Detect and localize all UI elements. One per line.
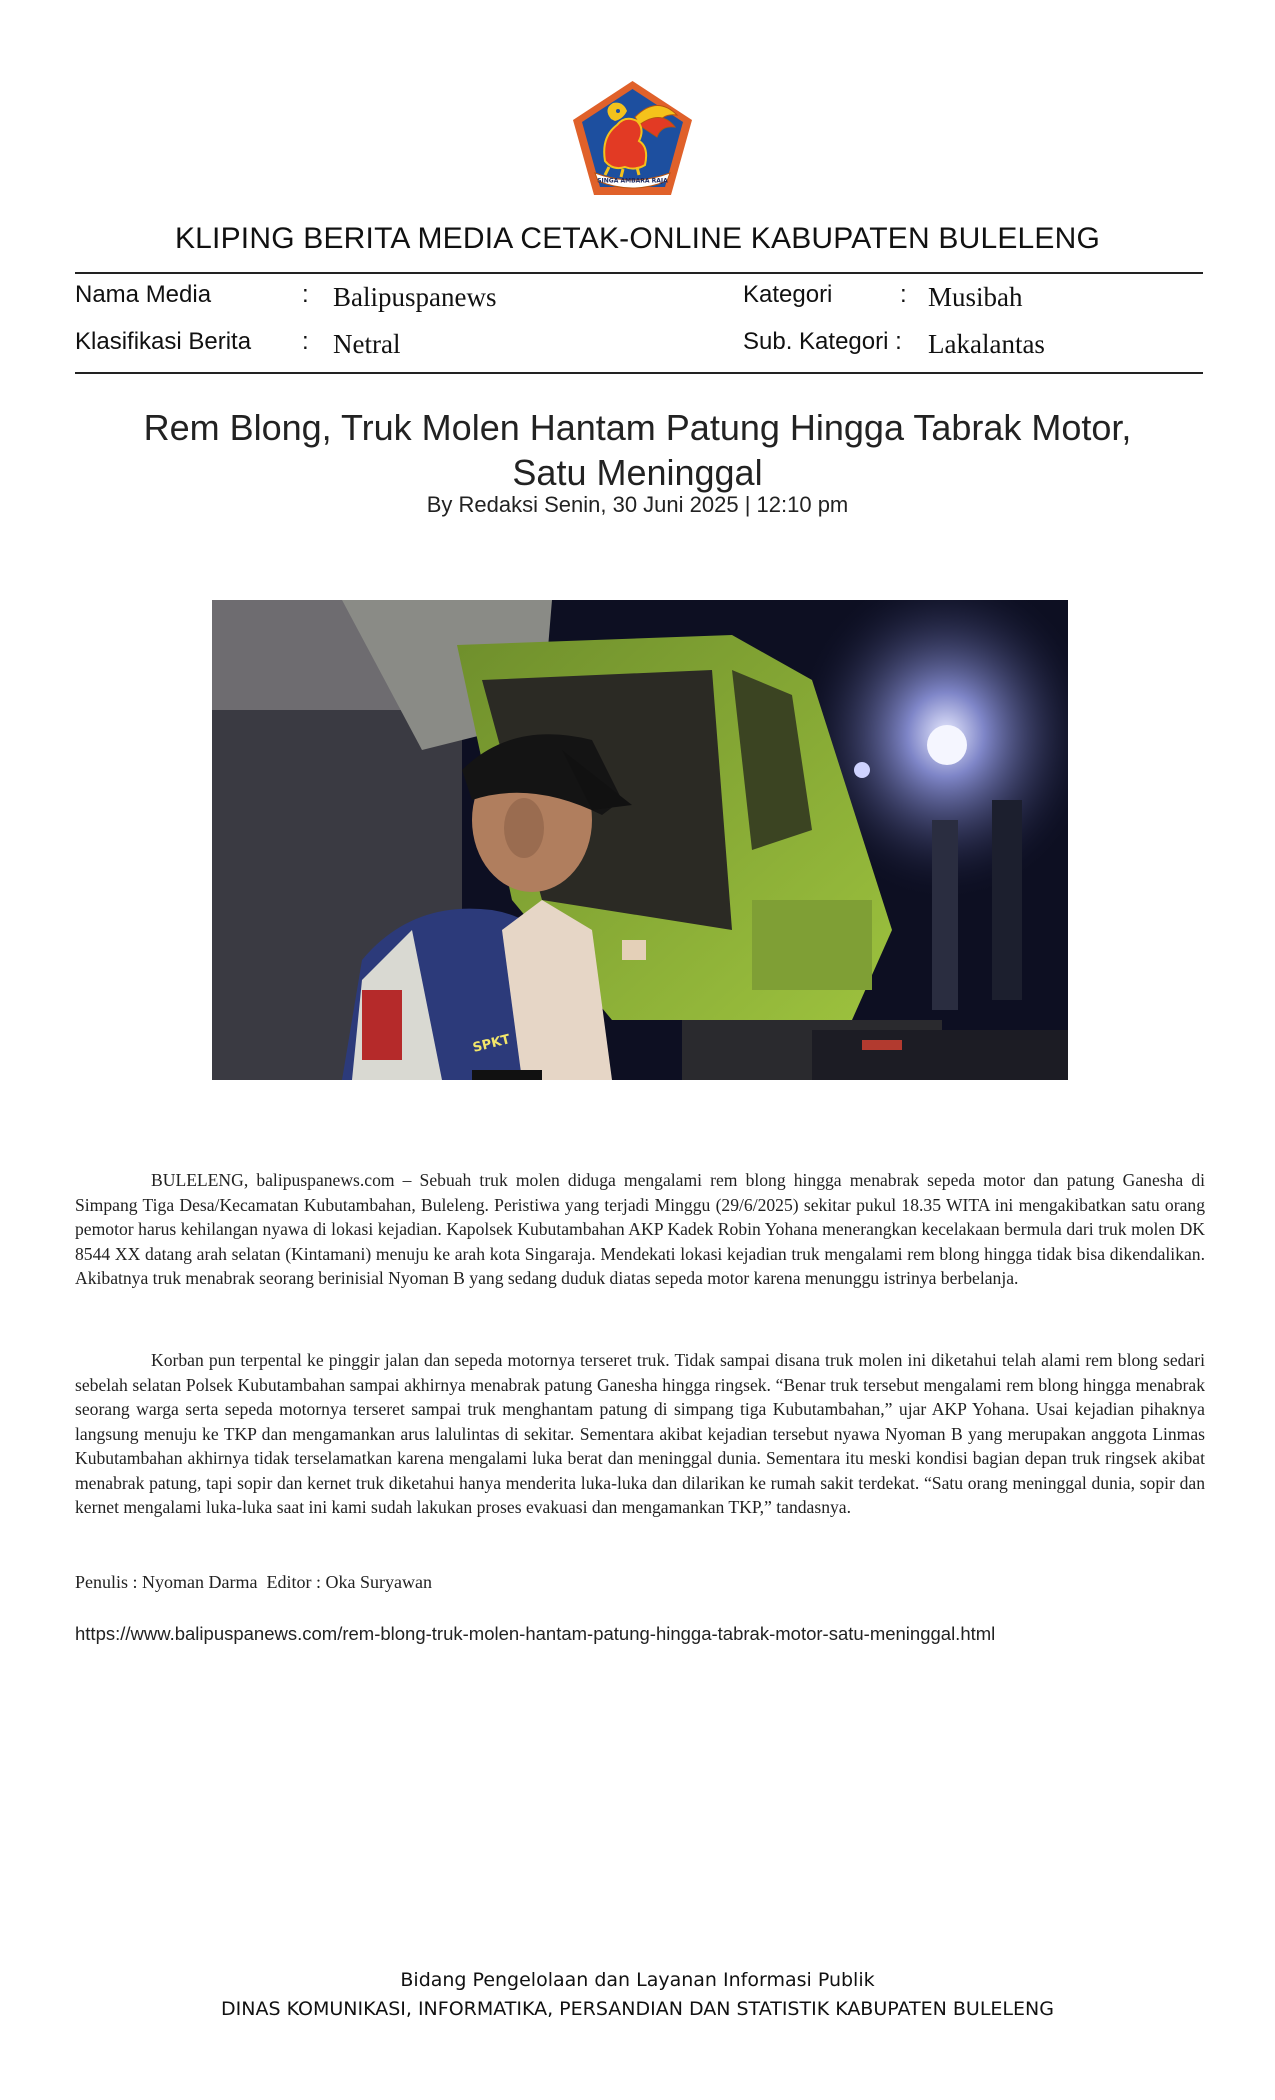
classification-label: Klasifikasi Berita xyxy=(75,328,252,355)
paragraph-1-text: BULELENG, balipuspanews.com – Sebuah truk molen diduga mengalami rem blong hingga menabrak sepeda motor dan patung Ganesha di Simpang Tiga Desa/Kecamatan Kubutambahan, Buleleng. Peristiwa yang terjadi Minggu (29/6/2025) sekitar pukul 18.35 WITA ini mengakibatkan satu orang pemotor harus kehilangan nyawa di lokasi kejadian. Kapolsek Kubutambahan AKP Kadek Robin Yohana menerangkan kecelakaan bermula dari truk molen DK 8544 XX datang arah selatan (Kintamani) menuju ke arah kota Singaraja. Mendekati lokasi kejadian truk mengalami rem blong hingga tidak bisa dikendalikan. Akibatnya truk menabrak seorang berinisial Nyoman B yang sedang duduk diatas sepeda motor karena menunggu istrinya berbelanja. xyxy=(75,1170,1205,1288)
headline-line-1: Rem Blong, Truk Molen Hantam Patung Hingga Tabrak Motor, xyxy=(143,407,1132,448)
buleleng-regency-logo xyxy=(565,75,700,202)
category-value: Musibah xyxy=(928,282,1023,312)
writer-credit: Penulis : Nyoman Darma xyxy=(75,1572,258,1592)
paragraph-2-text: Korban pun terpental ke pinggir jalan dan sepeda motornya terseret truk. Tidak sampai disana truk molen ini diketahui telah alami rem blong sedari sebelah selatan Polsek Kubutambahan sampai akhirnya menabrak patung Ganesha hingga ringsek. “Benar truk tersebut mengalami rem blong hingga menabrak seorang warga serta sepeda motornya terseret sampai truk menghantam patung di simpang tiga Kubutambahan,” ujar AKP Yohana. Usai kejadian pihaknya langsung menuju ke TKP dan mengamankan arus lalulintas di sekitar. Sementara akibat kejadian tersebut nyawa Nyoman B yang merupakan anggota Linmas Kubutambahan akhirnya tidak terselamatkan karena mengalami luka berat dan meninggal dunia. Sementara itu meski kondisi bagian depan truk ringsek akibat menabrak patung, tapi sopir dan kernet truk diketahui hanya menderita luka-luka dan dilarikan ke rumah sakit terdekat. “Satu orang meninggal dunia, sopir dan kernet mengalami luka-luka saat ini kami sudah lakukan proses evakuasi dan mengamankan TKP,” tandasnya. xyxy=(75,1350,1205,1517)
media-name-value: Balipuspanews xyxy=(333,282,497,312)
article-credits xyxy=(75,1572,432,1593)
category-colon: : xyxy=(900,281,907,308)
media-name-label: Nama Media xyxy=(75,281,212,308)
sub-category-label: Sub. Kategori : xyxy=(743,328,902,355)
logo-motto: SINGA AMBARA RAJA xyxy=(597,177,668,185)
classification-value: Netral xyxy=(333,329,401,359)
article-paragraph-1 xyxy=(75,1168,1205,1291)
article-headline xyxy=(100,405,1175,495)
editor-credit: Editor : Oka Suryawan xyxy=(266,1572,432,1592)
article-photo xyxy=(212,600,1068,1080)
source-url: https://www.balipuspanews.com/rem-blong-truk-molen-hantam-patung-hingga-tabrak-motor-satu-meninggal.html xyxy=(75,1623,996,1644)
header-bottom-divider xyxy=(75,372,1203,374)
category-label: Kategori xyxy=(743,281,833,308)
clipping-header-title: KLIPING BERITA MEDIA CETAK-ONLINE KABUPATEN BULELENG xyxy=(174,222,1101,255)
headline-line-2: Satu Meninggal xyxy=(512,452,763,493)
media-name-colon: : xyxy=(302,281,309,308)
classification-colon: : xyxy=(302,328,309,355)
footer-division: Bidang Pengelolaan dan Layanan Informasi Publik xyxy=(400,1969,875,1991)
article-paragraph-2 xyxy=(75,1348,1205,1520)
sub-category-value: Lakalantas xyxy=(928,329,1045,359)
header-top-divider xyxy=(75,272,1203,274)
article-byline: By Redaksi Senin, 30 Juni 2025 | 12:10 pm xyxy=(426,492,849,517)
photo-uniform-patch: SPKT xyxy=(471,1032,512,1056)
footer-agency: DINAS KOMUNIKASI, INFORMATIKA, PERSANDIAN DAN STATISTIK KABUPATEN BULELENG xyxy=(221,1998,1054,2020)
